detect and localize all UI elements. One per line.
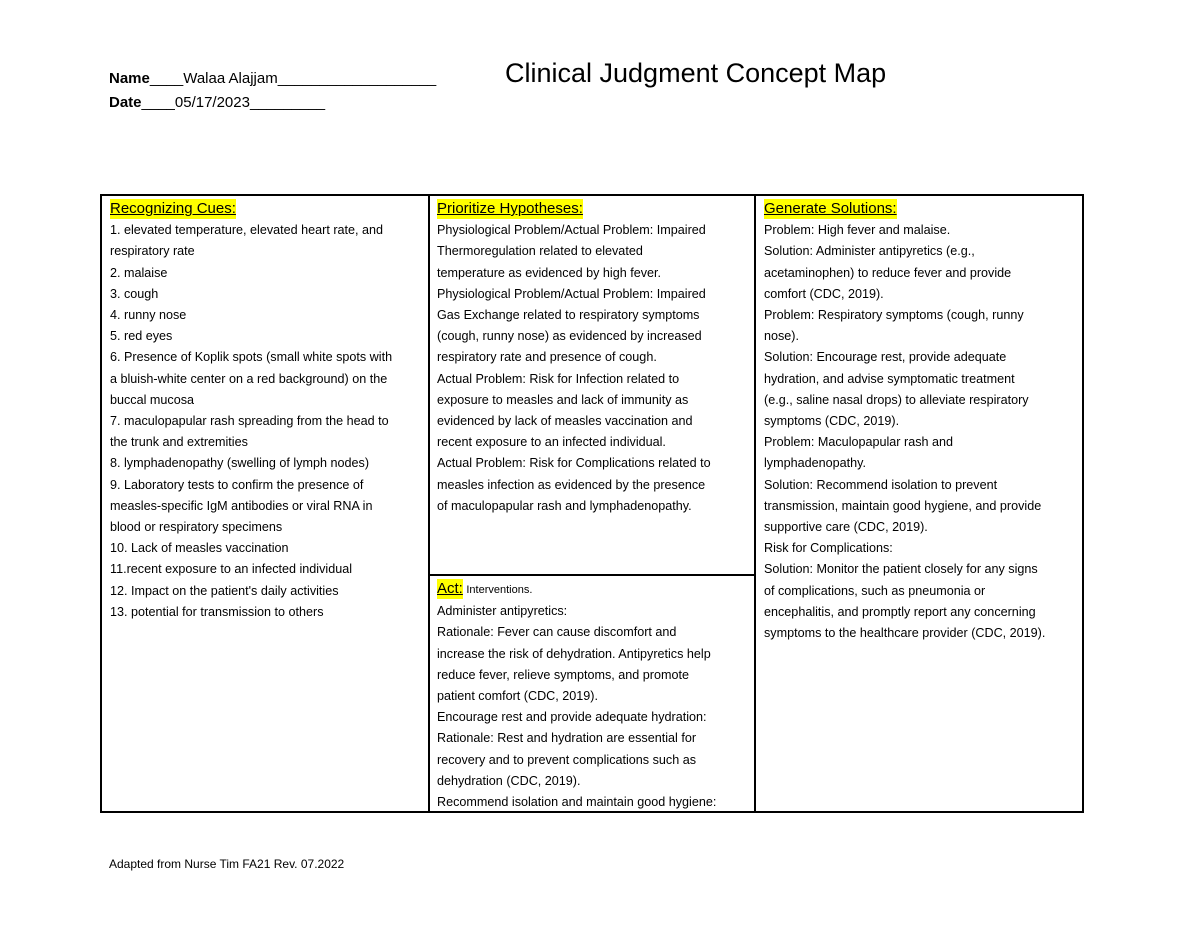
text-line: Solution: Recommend isolation to prevent <box>764 477 998 492</box>
text-line: Rationale: Rest and hydration are essential for <box>437 731 697 746</box>
column-divider <box>428 196 430 811</box>
name-row <box>109 70 436 87</box>
recognizing-cues-cell <box>110 199 426 809</box>
document-title: Clinical Judgment Concept Map <box>505 58 887 88</box>
text-line: 6. Presence of Koplik spots (small white spots with <box>110 350 393 365</box>
text-line: 5. red eyes <box>110 329 173 344</box>
text-line: increase the risk of dehydration. Antipyretics help <box>437 646 711 661</box>
text-line: Problem: Respiratory symptoms (cough, runny <box>764 308 1024 323</box>
text-line: of complications, such as pneumonia or <box>764 583 986 598</box>
text-line: Gas Exchange related to respiratory symptoms <box>437 308 700 323</box>
text-line: the trunk and extremities <box>110 435 248 450</box>
date-row <box>109 94 325 111</box>
text-line: 13. potential for transmission to others <box>110 604 324 619</box>
text-line: hydration, and advise symptomatic treatment <box>764 371 1015 386</box>
date-value: ____05/17/2023_________ <box>141 94 326 111</box>
text-line: exposure to measles and lack of immunity as <box>437 392 689 407</box>
text-line: reduce fever, relieve symptoms, and promote <box>437 667 689 682</box>
text-line: 3. cough <box>110 286 159 301</box>
text-line: buccal mucosa <box>110 392 194 407</box>
text-line: Problem: High fever and malaise. <box>764 223 951 238</box>
text-line: Encourage rest and provide adequate hydration: <box>437 710 707 725</box>
text-line: respiratory rate <box>110 244 195 259</box>
text-line: Solution: Administer antipyretics (e.g., <box>764 244 975 259</box>
column-divider <box>754 196 756 811</box>
act-subheading: Interventions. <box>466 584 533 596</box>
text-line: Thermoregulation related to elevated <box>437 244 643 259</box>
text-line: temperature as evidenced by high fever. <box>437 265 662 280</box>
prioritize-hypotheses-heading: Prioritize Hypotheses: <box>437 200 583 217</box>
text-line: Problem: Maculopapular rash and <box>764 435 954 450</box>
text-line: Solution: Encourage rest, provide adequate <box>764 350 1007 365</box>
concept-map-table <box>100 194 1084 813</box>
recognizing-cues-heading: Recognizing Cues: <box>110 200 236 217</box>
text-line: nose). <box>764 329 800 344</box>
text-line: 12. Impact on the patient's daily activities <box>110 583 339 598</box>
text-line: acetaminophen) to reduce fever and provide <box>764 265 1012 280</box>
text-line: (cough, runny nose) as evidenced by increased <box>437 329 702 344</box>
act-heading: Act: <box>437 580 463 597</box>
text-line: symptoms (CDC, 2019). <box>764 414 900 429</box>
text-line: 4. runny nose <box>110 308 187 323</box>
name-label: Name <box>109 70 150 87</box>
text-line: 9. Laboratory tests to confirm the presence of <box>110 477 364 492</box>
text-line: recent exposure to an infected individual. <box>437 435 666 450</box>
prioritize-hypotheses-cell <box>437 199 753 571</box>
text-line: Solution: Monitor the patient closely for any signs <box>764 562 1038 577</box>
text-line: transmission, maintain good hygiene, and provide <box>764 498 1042 513</box>
text-line: of maculopapular rash and lymphadenopathy. <box>437 498 692 513</box>
text-line: a bluish-white center on a red background) on the <box>110 371 388 386</box>
text-line: 7. maculopapular rash spreading from the head to <box>110 414 389 429</box>
text-line: Physiological Problem/Actual Problem: Impaired <box>437 286 706 301</box>
text-line: Recommend isolation and maintain good hygiene: <box>437 795 717 810</box>
generate-solutions-heading: Generate Solutions: <box>764 200 897 217</box>
text-line: Risk for Complications: <box>764 541 893 556</box>
text-line: 8. lymphadenopathy (swelling of lymph nodes) <box>110 456 370 471</box>
text-line: (e.g., saline nasal drops) to alleviate respiratory <box>764 392 1029 407</box>
name-value: ____Walaa Alajjam___________________ <box>149 70 437 87</box>
text-line: measles infection as evidenced by the presence <box>437 477 706 492</box>
date-label: Date <box>109 94 142 111</box>
text-line: Actual Problem: Risk for Complications related to <box>437 456 711 471</box>
text-line: 11.recent exposure to an infected individual <box>110 562 353 577</box>
text-line: Actual Problem: Risk for Infection related to <box>437 371 680 386</box>
text-line: Administer antipyretics: <box>437 604 568 619</box>
recognizing-cues-list <box>110 220 426 623</box>
text-line: comfort (CDC, 2019). <box>764 286 884 301</box>
text-line: 2. malaise <box>110 265 168 280</box>
act-list <box>437 601 753 811</box>
footer-note: Adapted from Nurse Tim FA21 Rev. 07.2022 <box>109 857 345 871</box>
prioritize-hypotheses-list <box>437 220 753 517</box>
text-line: supportive care (CDC, 2019). <box>764 520 928 535</box>
text-line: patient comfort (CDC, 2019). <box>437 689 598 704</box>
text-line: encephalitis, and promptly report any concerning <box>764 604 1036 619</box>
text-line: evidenced by lack of measles vaccination and <box>437 414 693 429</box>
text-line: recovery and to prevent complications such as <box>437 752 697 767</box>
generate-solutions-cell <box>764 199 1082 809</box>
row-divider <box>428 574 756 576</box>
text-line: 1. elevated temperature, elevated heart rate, and <box>110 223 384 238</box>
text-line: Rationale: Fever can cause discomfort and <box>437 625 677 640</box>
text-line: respiratory rate and presence of cough. <box>437 350 657 365</box>
text-line: dehydration (CDC, 2019). <box>437 773 581 788</box>
text-line: Physiological Problem/Actual Problem: Impaired <box>437 223 706 238</box>
text-line: blood or respiratory specimens <box>110 520 283 535</box>
text-line: lymphadenopathy. <box>764 456 866 471</box>
text-line: measles-specific IgM antibodies or viral RNA in <box>110 498 373 513</box>
act-cell <box>437 579 753 811</box>
generate-solutions-list <box>764 220 1082 644</box>
text-line: symptoms to the healthcare provider (CDC, 2019). <box>764 626 1046 641</box>
text-line: 10. Lack of measles vaccination <box>110 541 289 556</box>
